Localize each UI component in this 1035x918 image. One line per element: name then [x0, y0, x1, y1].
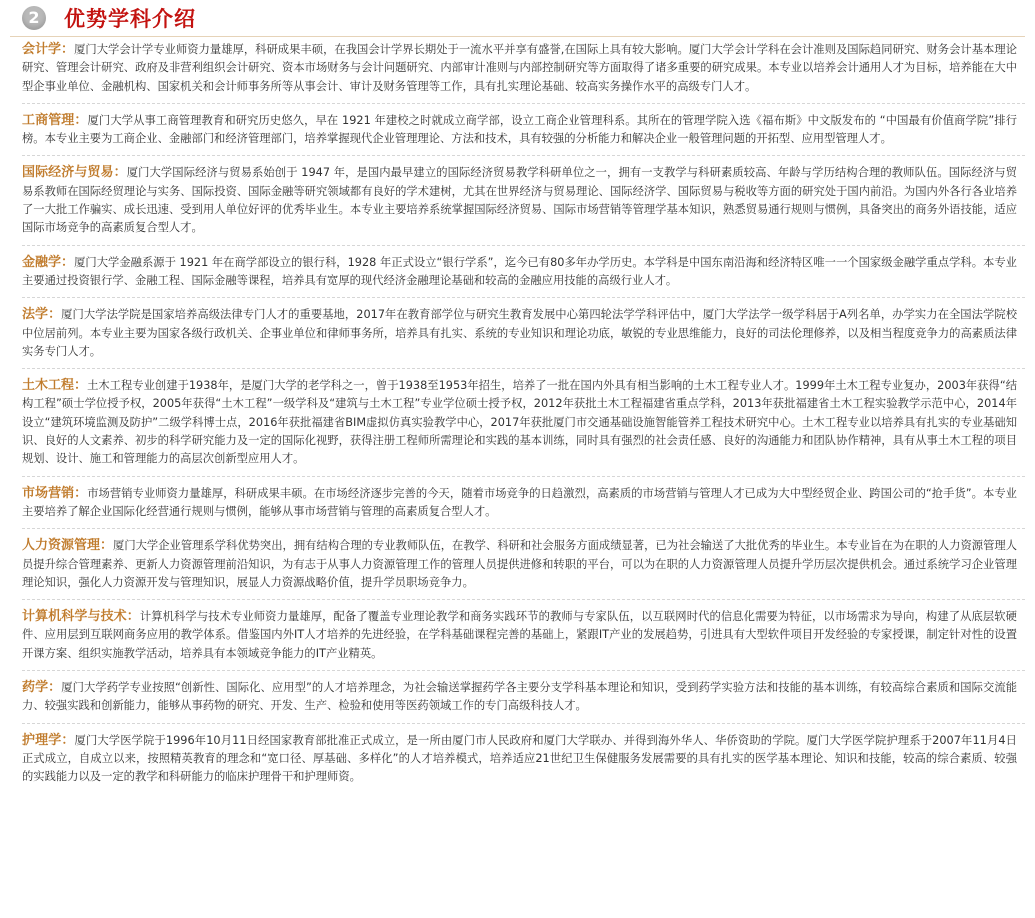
subject-item-human-resources	[22, 537, 1025, 600]
subject-name: 法学：	[22, 307, 62, 323]
subject-description: 土木工程专业创建于1938年，是厦门大学的老学科之一，曾于1938至1953年招生，培养了一批在国内外具有相当影响的土木工程专业人才。1999年土木工程专业复办，2003年获得“结构工程”硕士学位授予权，2005年获得“土木工程”一级学科及“建筑与土木工程”专业学位硕士授予权，2012年获批土木工程福建省重点学科，2013年获批福建省土木工程实验教学示范中心，2014年设立“建筑环境监测及防护”二级学科博士点，2016年获批福建省BIM虚拟仿真实验教学中心，2017年获批厦门市交通基础设施智能管养工程技术研究中心。土木工程专业以培养具有扎实的专业基础知识、良好的人文素养、初步的科学研究能力及一定的国际化视野，获得注册工程师所需理论和实践的基本训练，同时具有强烈的社会责任感、良好的沟通能力和团队协作精神，具有从事土木工程的项目规划、设计、施工和管理能力的高层次创新型应用人才。	[22, 379, 1017, 466]
section-header	[10, 0, 1025, 37]
subject-description: 厦门大学药学专业按照“创新性、国际化、应用型”的人才培养理念，为社会输送掌握药学各主要分支学科基本理论和知识，受到药学实验方法和技能的基本训练，有较高综合素质和国际交流能力、较强实践和创新能力，能够从事药物的研究、开发、生产、检验和使用等医药领域工作的专门高级科技人才。	[22, 681, 1017, 713]
subject-name: 药学：	[22, 680, 62, 696]
subject-item-pharmacy	[22, 679, 1025, 724]
subject-name: 国际经济与贸易：	[22, 165, 127, 181]
subject-description: 厦门大学国际经济与贸易系始创于 1947 年，是国内最早建立的国际经济贸易教学科研单位之一，拥有一支教学与科研素质较高、年龄与学历结构合理的教师队伍。国际经济与贸易系教师在国际经贸理论与实务、国际投资、国际金融等研究领域都有良好的学术建树，尤其在世界经济与贸易理论、国际经济学、国际贸易与税收等方面的研究处于国内前沿。为国内外各行各业培养了一大批工作骗实、成长迅速、受到用人单位好评的优秀毕业生。本专业主要培养系统掌握国际经济贸易、国际市场营销等管理学基本知识，熟悉贸易通行规则与惯例，具备突出的商务外语技能，适应国际市场竞争的高素质复合型人才。	[22, 166, 1017, 235]
subject-list	[0, 37, 1035, 794]
subject-item-marketing	[22, 485, 1025, 530]
subject-item-business-administration	[22, 112, 1025, 157]
subject-name: 工商管理：	[22, 112, 88, 128]
subject-description: 厦门大学法学院是国家培养高级法律专门人才的重要基地，2017年在教育部学位与研究生教育发展中心第四轮法学学科评估中，厦门大学法学一级学科居于A列名单，办学实力在全国法学院校中位居前列。本专业主要为国家各级行政机关、企事业单位和律师事务所，培养具有扎实、系统的专业知识和理论功底，敏锐的专业思维能力，良好的司法伦理修养，以及相当程度竞争力的高素质法律实务专门人才。	[22, 308, 1017, 358]
subject-description: 厦门大学从事工商管理教育和研究历史悠久，早在 1921 年建校之时就成立商学部，设立工商企业管理科系。其所在的管理学院入选《福布斯》中文版发布的 “中国最有价值商学院”排行榜。本专业主要为工商企业、金融部门和经济管理部门，培养掌握现代企业管理理论、方法和技术，具有较强的分析能力和解决企业一般管理问题的开拓型、应用型管理人才。	[22, 113, 1017, 146]
subject-name: 金融学：	[22, 254, 75, 270]
subject-name: 会计学：	[22, 42, 75, 57]
subject-description: 计算机科学与技术专业师资力量雄厚，配备了覆盖专业理论教学和商务实践环节的教师与专家队伍，以互联网时代的信息化需要为特征，以市场需求为导向，构建了从底层软硬件、应用层到互联网商务应用的教学体系。借鉴国内外IT人才培养的先进经验，在学科基础课程完善的基础上，紧跟IT产业的发展趋势，引进具有大型软件项目开发经验的专家授课，制定针对性的设置开课方案、组织实施教学活动，培养具有本领域竞争能力的IT产业精英。	[22, 610, 1017, 660]
subject-description: 厦门大学会计学专业师资力量雄厚，科研成果丰硕，在我国会计学界长期处于一流水平并享有盛誉,在国际上具有较大影响。厦门大学会计学科在会计准则及国际趋同研究、财务会计基本理论研究、管理会计研究、政府及非营利组织会计研究、资本市场财务与会计问题研究、内部审计准则与内部控制研究等方面取得了诸多重要的研究成果。本专业以培养会计通用人才为目标，培养能在大中型企事业单位、金融机构、国家机关和会计师事务所等从事会计、审计及财务管理等工作，具有扎实理论基础、较高实务操作水平的高级专门人才。	[22, 43, 1017, 93]
section-title: 优势学科介绍	[64, 7, 196, 31]
subject-name: 土木工程：	[22, 378, 88, 394]
section-number-badge: 2	[22, 6, 46, 30]
subject-item-nursing	[22, 732, 1025, 794]
subject-item-accounting	[22, 41, 1025, 104]
subject-name: 护理学：	[22, 732, 75, 748]
subject-name: 计算机科学与技术：	[22, 609, 140, 625]
subject-item-civil-engineering	[22, 377, 1025, 476]
subject-item-law	[22, 306, 1025, 369]
subject-description: 厦门大学金融系源于 1921 年在商学部设立的银行科，1928 年正式设立“银行学系”，迄今已有80多年办学历史。本学科是中国东南沿海和经济特区唯一一个国家级金融学重点学科。本专业主要通过投资银行学、金融工程、国际金融等课程，培养具有宽厚的现代经济金融理论基础和较高的金融应用技能的高级行业人才。	[22, 255, 1017, 287]
subject-item-computer-science	[22, 608, 1025, 671]
subject-description: 厦门大学医学院于1996年10月11日经国家教育部批准正式成立，是一所由厦门市人民政府和厦门大学联办、并得到海外华人、华侨资助的学院。厦门大学医学院护理系于2007年11月4日正式成立，自成立以来，按照精英教育的理念和“宽口径、厚基础、多样化”的人才培养模式，培养适应21世纪卫生保健服务发展需要的具有扎实的医学基本理论、知识和技能，较高的综合素质、较强的实践能力以及一定的教学和科研能力的临床护理骨干和护理师资。	[22, 733, 1017, 784]
subject-item-international-trade	[22, 164, 1025, 245]
subject-description: 厦门大学企业管理系学科优势突出，拥有结构合理的专业教师队伍，在教学、科研和社会服务方面成绩显著，已为社会输送了大批优秀的毕业生。本专业旨在为在职的人力资源管理人员提升综合管理素养、更新人力资源管理前沿知识，为有志于从事人力资源管理工作的管理人员提供进修和转职的平台，可以为在职的人力资源管理人员提升学历层次提供机会。通过系统学习企业管理理论知识，强化人力资源开发与管理知识，展显人力资源战略价值，提升学员职场竞争力。	[22, 539, 1017, 589]
subject-description: 市场营销专业师资力量雄厚，科研成果丰硕。在市场经济逐步完善的今天，随着市场竞争的日趋激烈，高素质的市场营销与管理人才已成为大中型经贸企业、跨国公司的“抢手货”。本专业主要培养了解企业国际化经营通行规则与惯例，能够从事市场营销与管理的高素质复合型人才。	[22, 486, 1017, 518]
subject-item-finance	[22, 254, 1025, 299]
subject-name: 市场营销：	[22, 485, 88, 501]
subject-name: 人力资源管理：	[22, 538, 114, 554]
